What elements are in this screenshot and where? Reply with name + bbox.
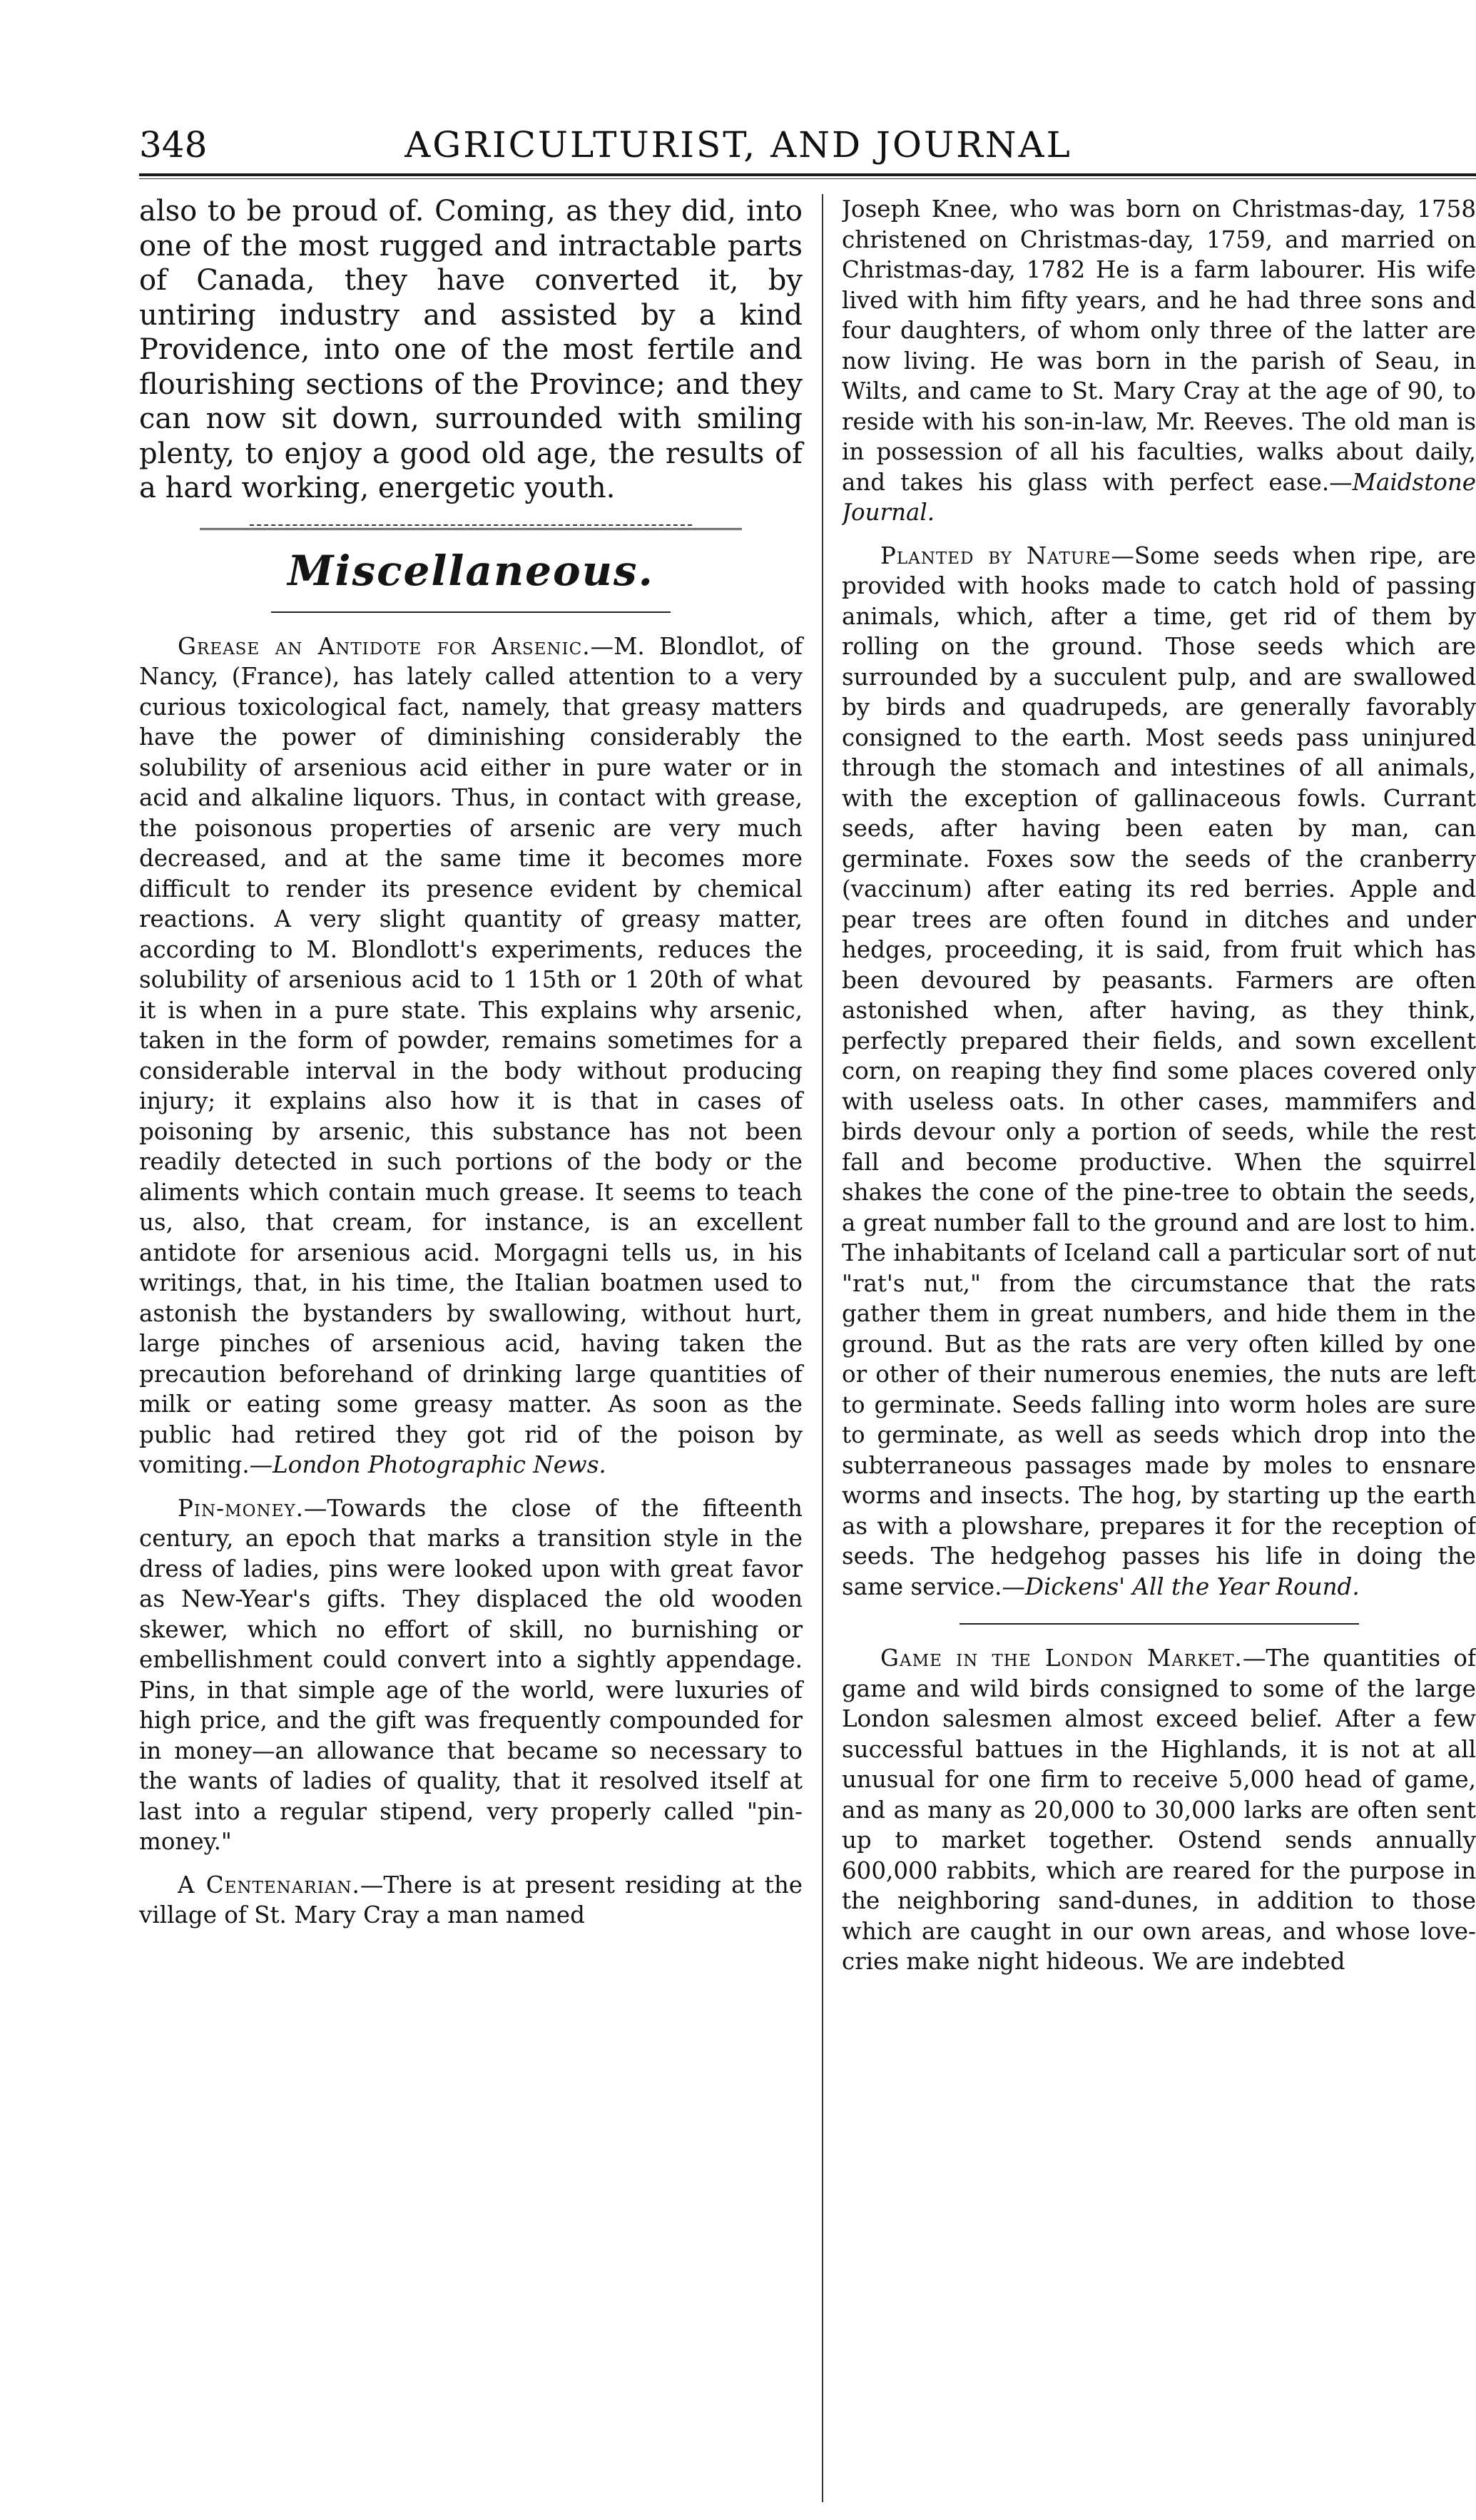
- article-pin-money: [139, 1493, 803, 1857]
- header-rule: [139, 173, 1476, 176]
- article-body: Joseph Knee, who was born on Christmas-day, 1758 christened on Christmas-day, 1759, and married on Christmas-day, 1782 He is a farm labourer. His wife lived with him fifty years, and he had three sons and four daughters, of whom only three of the latter are now living. He was born in the parish of Seau, in Wilts, and came to St. Mary Cray at the age of 90, to reside with his son-in-law, Mr. Reeves. The old man is in possession of all his faculties, walks about daily, and takes his glass with perfect ease.: [842, 195, 1476, 496]
- article-planted-by-nature: [842, 541, 1476, 1602]
- article-title: Grease an Antidote for Arsenic.: [178, 632, 591, 660]
- article-title: Planted by Nature: [880, 542, 1111, 569]
- article-source: —London Photographic News.: [249, 1451, 606, 1478]
- article-body: —There is at present residing at the village of St. Mary Cray a man named: [139, 1871, 803, 1929]
- article-centenarian-cont: [842, 194, 1476, 528]
- page-number: 348: [139, 124, 208, 166]
- article-body: —Some seeds when ripe, are provided with hooks made to catch hold of passing animals, which, after a time, get rid of them by rolling on the ground. Those seeds which are surrounded by a succulent pulp, and are swallowed by birds and quadrupeds, are generally favorably consigned to the earth. Most seeds pass uninjured through the stomach and intestines of all animals, with the exception of gallinaceous fowls. Currant seeds, after having been eaten by man, can germinate. Foxes sow the seeds of the cranberry (vaccinum) after eating its red berries. Apple and pear trees are often found in ditches and under hedges, proceeding, it is said, from fruit which has been devoured by peasants. Farmers are often astonished when, after having, as they think, perfectly prepared their fields, and sown excellent corn, on reaping they find some places covered only with useless oats. In other cases, mammifers and birds devour only a portion of seeds, while the rest fall and become productive. When the squirrel shakes the cone of the pine-tree to obtain the seeds, a great number fall to the ground and are lost to him. The inhabitants of Iceland call a particular sort of nut "rat's nut," from the circumstance that the rats gather them in great numbers, and hide them in the ground. But as the rats are very often killed by one or other of their numerous enemies, the nuts are left to germinate. Seeds falling into worm holes are sure to germinate, as well as seeds which drop into the subterraneous passages made by moles to ensnare worms and insects. The hog, by starting up the earth as with a plowshare, prepares it for the reception of seeds. The hedgehog passes his life in doing the same service.: [842, 542, 1476, 1600]
- article-centenarian-start: [139, 1870, 803, 1931]
- article-title: Pin-money.: [178, 1494, 304, 1522]
- continued-paragraph: also to be proud of. Coming, as they did, into one of the most rugged and intractable parts of Canada, they have converted it, by untiring industry and assisted by a kind Providence, into one of the most fertile and flourishing sections of the Province; and they can now sit down, surrounded with smiling plenty, to enjoy a good old age, the results of a hard working, energetic youth.: [139, 195, 803, 504]
- article-source: —Dickens' All the Year Round.: [1002, 1573, 1360, 1600]
- left-column: [139, 194, 803, 2491]
- page-header: [139, 114, 1338, 171]
- article-title: A Centenarian.: [178, 1871, 360, 1899]
- article-body: —M. Blondlot, of Nancy, (France), has lately called attention to a very curious toxicological fact, namely, that greasy matters have the power of diminishing considerably the solubility of arsenious acid either in pure water or in acid and alkaline liquors. Thus, in contact with grease, the poisonous properties of arsenic are very much decreased, and at the same time it becomes more difficult to render its presence evident by chemical reactions. A very slight quantity of greasy matter, according to M. Blondlott's experiments, reduces the solubility of arsenious acid to 1 15th or 1 20th of what it is when in a pure state. This explains why arsenic, taken in the form of powder, remains sometimes for a considerable interval in the body without producing injury; it explains also how it is that in cases of poisoning by arsenic, this substance has not been readily detected in such portions of the body or the aliments which contain much grease. It seems to teach us, also, that cream, for instance, is an excellent antidote for arsenious acid. Morgagni tells us, in his writings, that, in his time, the Italian boatmen used to astonish the bystanders by swallowing, without hurt, large pinches of arsenious acid, having taken the precaution beforehand of drinking large quantities of milk or eating some greasy matter. As soon as the public had retired they got rid of the poison by vomiting.: [139, 632, 803, 1478]
- article-source: —Maidstone Journal.: [842, 468, 1476, 526]
- running-head: AGRICULTURIST, AND JOURNAL: [404, 124, 1072, 166]
- article-body: —Towards the close of the fifteenth century, an epoch that marks a transition style in the dress of ladies, pins were looked upon with great favor as New-Year's gifts. They displaced the old wooden skewer, which no effort of skill, no burnishing or embellishment could convert into a sightly appendage. Pins, in that simple age of the world, were luxuries of high price, and the gift was frequently compounded for in money—an allowance that became so necessary to the wants of ladies of quality, that it resolved itself at last into a regular stipend, very properly called "pin-money.": [139, 1494, 803, 1855]
- column-divider: [822, 194, 823, 2502]
- article-title: Game in the London Market.: [880, 1645, 1243, 1672]
- article-body: —The quantities of game and wild birds consigned to some of the large London salesmen almost exceed belief. After a few successful battues in the Highlands, it is not at all unusual for one firm to receive 5,000 head of game, and as many as 20,000 to 30,000 larks are often sent up to market together. Ostend sends annually 600,000 rabbits, which are reared for the purpose in the neighboring sand-dunes, in addition to those which are caught in our own areas, and whose love-cries make night hideous. We are indebted: [842, 1645, 1476, 1975]
- article-game-market: [842, 1643, 1476, 1977]
- header-rule-thin: [139, 178, 1476, 179]
- section-heading: Miscellaneous.: [287, 546, 654, 595]
- right-column: [842, 194, 1476, 2491]
- ornamental-rule: [171, 523, 770, 533]
- article-separator: [960, 1623, 1359, 1625]
- article-grease-antidote: [139, 631, 803, 1480]
- heading-rule: [271, 611, 671, 613]
